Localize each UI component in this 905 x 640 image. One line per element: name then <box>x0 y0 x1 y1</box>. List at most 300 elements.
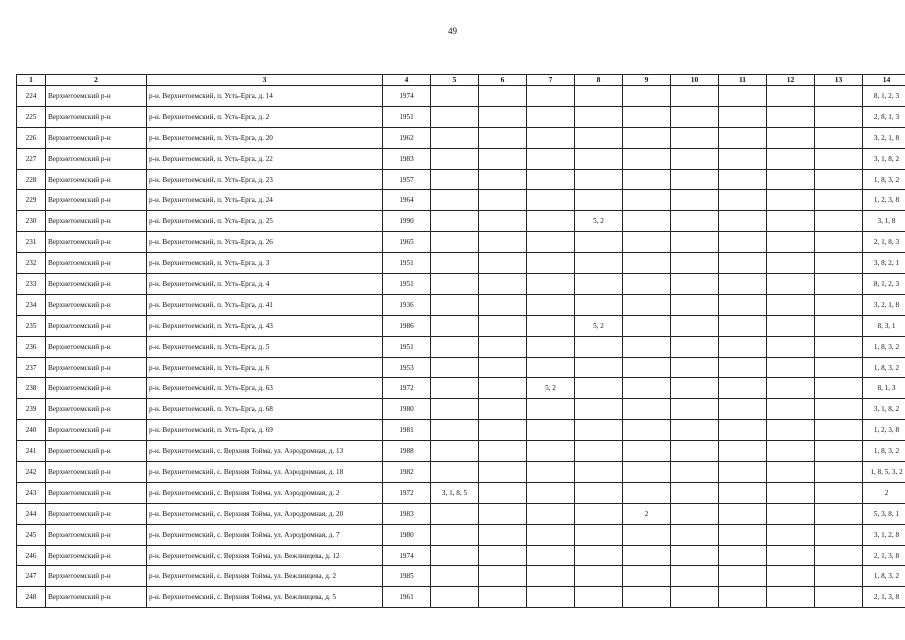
district-cell: Верхнетоемский р-н <box>46 566 147 587</box>
value-cell: 1, 8, 5, 3, 2 <box>863 462 905 483</box>
district-cell: Верхнетоемский р-н <box>46 587 147 608</box>
value-cell <box>479 253 527 274</box>
district-cell: Верхнетоемский р-н <box>46 190 147 211</box>
year-cell: 1985 <box>383 566 431 587</box>
table-row <box>17 148 905 169</box>
district-cell: Верхнетоемский р-н <box>46 169 147 190</box>
table-row <box>17 253 905 274</box>
value-cell <box>479 190 527 211</box>
value-cell: 2, 8, 1, 3 <box>863 106 905 127</box>
value-cell <box>575 336 623 357</box>
value-cell <box>815 336 863 357</box>
value-cell <box>671 211 719 232</box>
value-cell <box>719 503 767 524</box>
value-cell <box>671 357 719 378</box>
value-cell <box>623 211 671 232</box>
value-cell <box>671 232 719 253</box>
value-cell <box>671 378 719 399</box>
value-cell <box>527 524 575 545</box>
value-cell <box>431 441 479 462</box>
value-cell <box>431 399 479 420</box>
value-cell <box>575 482 623 503</box>
value-cell <box>671 190 719 211</box>
year-cell: 1972 <box>383 378 431 399</box>
year-cell: 1961 <box>383 587 431 608</box>
value-cell <box>671 566 719 587</box>
table-row <box>17 378 905 399</box>
address-cell: р-н. Верхнетоемский, п. Усть-Ерга, д. 68 <box>147 399 383 420</box>
column-header: 4 <box>383 75 431 86</box>
value-cell: 3, 2, 1, 8 <box>863 127 905 148</box>
district-cell: Верхнетоемский р-н <box>46 482 147 503</box>
address-cell: р-н. Верхнетоемский, с. Верхняя Тойма, ул. Вежливцева, д. 5 <box>147 587 383 608</box>
value-cell <box>719 315 767 336</box>
value-cell <box>719 211 767 232</box>
value-cell <box>575 169 623 190</box>
value-cell <box>719 336 767 357</box>
value-cell <box>815 545 863 566</box>
value-cell <box>431 545 479 566</box>
year-cell: 1982 <box>383 462 431 483</box>
row-number-cell: 244 <box>17 503 46 524</box>
value-cell <box>671 524 719 545</box>
district-cell: Верхнетоемский р-н <box>46 127 147 148</box>
value-cell <box>671 462 719 483</box>
year-cell: 1957 <box>383 169 431 190</box>
value-cell <box>719 587 767 608</box>
address-cell: р-н. Верхнетоемский, п. Усть-Ерга, д. 2 <box>147 106 383 127</box>
value-cell <box>479 587 527 608</box>
column-header: 1 <box>17 75 46 86</box>
value-cell <box>623 315 671 336</box>
value-cell: 2, 1, 8, 3 <box>863 232 905 253</box>
year-cell: 1951 <box>383 253 431 274</box>
value-cell <box>767 232 815 253</box>
row-number-cell: 246 <box>17 545 46 566</box>
year-cell: 1983 <box>383 148 431 169</box>
value-cell <box>671 169 719 190</box>
value-cell <box>479 482 527 503</box>
value-cell <box>431 587 479 608</box>
value-cell: 8, 1, 2, 3 <box>863 86 905 107</box>
row-number-cell: 238 <box>17 378 46 399</box>
row-number-cell: 224 <box>17 86 46 107</box>
value-cell <box>623 420 671 441</box>
value-cell <box>671 420 719 441</box>
value-cell <box>575 190 623 211</box>
year-cell: 1972 <box>383 482 431 503</box>
column-header: 11 <box>719 75 767 86</box>
value-cell <box>815 503 863 524</box>
value-cell: 5, 2 <box>575 315 623 336</box>
value-cell <box>575 274 623 295</box>
value-cell <box>767 86 815 107</box>
value-cell <box>815 524 863 545</box>
district-cell: Верхнетоемский р-н <box>46 462 147 483</box>
row-number-cell: 241 <box>17 441 46 462</box>
value-cell: 1, 2, 3, 8 <box>863 420 905 441</box>
value-cell <box>431 86 479 107</box>
value-cell <box>623 232 671 253</box>
value-cell <box>767 169 815 190</box>
value-cell <box>623 169 671 190</box>
value-cell <box>527 274 575 295</box>
value-cell <box>527 462 575 483</box>
value-cell <box>623 462 671 483</box>
value-cell <box>767 503 815 524</box>
year-cell: 1988 <box>383 441 431 462</box>
value-cell <box>767 315 815 336</box>
value-cell <box>623 441 671 462</box>
row-number-cell: 242 <box>17 462 46 483</box>
table-row <box>17 566 905 587</box>
value-cell: 3, 1, 2, 8 <box>863 524 905 545</box>
district-cell: Верхнетоемский р-н <box>46 86 147 107</box>
value-cell <box>671 315 719 336</box>
table-row <box>17 294 905 315</box>
table-row <box>17 190 905 211</box>
value-cell: 2, 1, 3, 8 <box>863 545 905 566</box>
value-cell <box>623 86 671 107</box>
value-cell <box>527 253 575 274</box>
value-cell <box>479 169 527 190</box>
value-cell <box>671 106 719 127</box>
value-cell <box>527 545 575 566</box>
row-number-cell: 227 <box>17 148 46 169</box>
value-cell <box>815 148 863 169</box>
value-cell: 2 <box>623 503 671 524</box>
value-cell <box>527 148 575 169</box>
value-cell: 3, 1, 8, 5 <box>431 482 479 503</box>
value-cell <box>479 127 527 148</box>
address-cell: р-н. Верхнетоемский, п. Усть-Ерга, д. 23 <box>147 169 383 190</box>
table-row <box>17 545 905 566</box>
value-cell <box>623 545 671 566</box>
value-cell <box>431 378 479 399</box>
value-cell <box>719 253 767 274</box>
table-row <box>17 336 905 357</box>
value-cell <box>479 462 527 483</box>
value-cell <box>767 357 815 378</box>
address-cell: р-н. Верхнетоемский, с. Верхняя Тойма, ул. Аэродромная, д. 20 <box>147 503 383 524</box>
value-cell <box>815 566 863 587</box>
value-cell <box>527 232 575 253</box>
table-row <box>17 462 905 483</box>
value-cell <box>527 503 575 524</box>
value-cell <box>767 336 815 357</box>
value-cell <box>431 566 479 587</box>
value-cell <box>527 399 575 420</box>
value-cell: 3, 1, 8, 2 <box>863 148 905 169</box>
row-number-cell: 233 <box>17 274 46 295</box>
year-cell: 1951 <box>383 106 431 127</box>
value-cell <box>815 127 863 148</box>
table-row <box>17 274 905 295</box>
value-cell <box>575 566 623 587</box>
district-cell: Верхнетоемский р-н <box>46 148 147 169</box>
value-cell <box>527 294 575 315</box>
address-cell: р-н. Верхнетоемский, п. Усть-Ерга, д. 69 <box>147 420 383 441</box>
value-cell <box>719 378 767 399</box>
address-cell: р-н. Верхнетоемский, с. Верхняя Тойма, ул. Аэродромная, д. 13 <box>147 441 383 462</box>
value-cell: 1, 8, 3, 2 <box>863 441 905 462</box>
value-cell <box>623 148 671 169</box>
address-cell: р-н. Верхнетоемский, п. Усть-Ерга, д. 43 <box>147 315 383 336</box>
value-cell <box>527 420 575 441</box>
value-cell <box>623 106 671 127</box>
row-number-cell: 247 <box>17 566 46 587</box>
value-cell <box>815 106 863 127</box>
value-cell <box>671 441 719 462</box>
value-cell <box>767 545 815 566</box>
value-cell <box>623 336 671 357</box>
value-cell <box>719 86 767 107</box>
value-cell <box>431 420 479 441</box>
value-cell <box>671 545 719 566</box>
value-cell <box>527 315 575 336</box>
value-cell <box>431 169 479 190</box>
value-cell <box>671 127 719 148</box>
value-cell <box>815 274 863 295</box>
value-cell <box>815 482 863 503</box>
value-cell: 3, 8, 2, 1 <box>863 253 905 274</box>
value-cell <box>671 148 719 169</box>
district-cell: Верхнетоемский р-н <box>46 336 147 357</box>
value-cell <box>719 169 767 190</box>
value-cell <box>815 357 863 378</box>
value-cell <box>671 86 719 107</box>
value-cell <box>815 253 863 274</box>
address-cell: р-н. Верхнетоемский, п. Усть-Ерга, д. 4 <box>147 274 383 295</box>
value-cell <box>815 378 863 399</box>
value-cell <box>719 441 767 462</box>
value-cell <box>479 399 527 420</box>
value-cell <box>815 169 863 190</box>
table-row <box>17 524 905 545</box>
value-cell <box>623 399 671 420</box>
year-cell: 1980 <box>383 524 431 545</box>
value-cell <box>479 524 527 545</box>
year-cell: 1986 <box>383 315 431 336</box>
value-cell <box>575 357 623 378</box>
table-row <box>17 127 905 148</box>
value-cell <box>719 357 767 378</box>
value-cell <box>767 482 815 503</box>
value-cell <box>719 106 767 127</box>
value-cell <box>815 211 863 232</box>
value-cell <box>479 232 527 253</box>
table-row <box>17 211 905 232</box>
district-cell: Верхнетоемский р-н <box>46 357 147 378</box>
district-cell: Верхнетоемский р-н <box>46 211 147 232</box>
address-cell: р-н. Верхнетоемский, п. Усть-Ерга, д. 6 <box>147 357 383 378</box>
value-cell <box>719 127 767 148</box>
address-cell: р-н. Верхнетоемский, с. Верхняя Тойма, ул. Аэродромная, д. 7 <box>147 524 383 545</box>
value-cell <box>671 482 719 503</box>
year-cell: 1953 <box>383 357 431 378</box>
value-cell: 8, 3, 1 <box>863 315 905 336</box>
value-cell <box>815 462 863 483</box>
value-cell <box>431 127 479 148</box>
value-cell <box>431 253 479 274</box>
value-cell <box>623 566 671 587</box>
row-number-cell: 228 <box>17 169 46 190</box>
year-cell: 1936 <box>383 294 431 315</box>
value-cell <box>527 211 575 232</box>
value-cell <box>767 106 815 127</box>
value-cell <box>527 441 575 462</box>
year-cell: 1965 <box>383 232 431 253</box>
district-cell: Верхнетоемский р-н <box>46 106 147 127</box>
district-cell: Верхнетоемский р-н <box>46 253 147 274</box>
table-row <box>17 482 905 503</box>
row-number-cell: 237 <box>17 357 46 378</box>
year-cell: 1951 <box>383 336 431 357</box>
value-cell <box>815 441 863 462</box>
district-cell: Верхнетоемский р-н <box>46 399 147 420</box>
column-header: 13 <box>815 75 863 86</box>
address-cell: р-н. Верхнетоемский, с. Верхняя Тойма, ул. Вежливцева, д. 2 <box>147 566 383 587</box>
value-cell <box>767 253 815 274</box>
row-number-cell: 230 <box>17 211 46 232</box>
value-cell <box>767 524 815 545</box>
table-row <box>17 106 905 127</box>
value-cell: 5, 2 <box>527 378 575 399</box>
column-header: 2 <box>46 75 147 86</box>
value-cell <box>431 274 479 295</box>
value-cell <box>479 545 527 566</box>
value-cell <box>767 441 815 462</box>
value-cell <box>767 399 815 420</box>
district-cell: Верхнетоемский р-н <box>46 294 147 315</box>
value-cell: 2, 1, 3, 8 <box>863 587 905 608</box>
value-cell <box>431 232 479 253</box>
value-cell <box>527 566 575 587</box>
value-cell <box>575 378 623 399</box>
value-cell <box>575 545 623 566</box>
value-cell <box>575 253 623 274</box>
year-cell: 1964 <box>383 190 431 211</box>
year-cell: 1974 <box>383 545 431 566</box>
column-header: 5 <box>431 75 479 86</box>
value-cell <box>527 357 575 378</box>
value-cell <box>479 274 527 295</box>
value-cell <box>527 482 575 503</box>
column-header: 12 <box>767 75 815 86</box>
value-cell <box>671 294 719 315</box>
value-cell <box>431 336 479 357</box>
value-cell <box>671 274 719 295</box>
value-cell <box>719 399 767 420</box>
address-cell: р-н. Верхнетоемский, п. Усть-Ерга, д. 14 <box>147 86 383 107</box>
value-cell <box>527 336 575 357</box>
value-cell <box>575 148 623 169</box>
row-number-cell: 232 <box>17 253 46 274</box>
value-cell <box>575 441 623 462</box>
row-number-cell: 226 <box>17 127 46 148</box>
value-cell <box>671 587 719 608</box>
value-cell <box>479 294 527 315</box>
value-cell <box>719 190 767 211</box>
year-cell: 1990 <box>383 211 431 232</box>
address-cell: р-н. Верхнетоемский, п. Усть-Ерга, д. 22 <box>147 148 383 169</box>
value-cell <box>815 294 863 315</box>
value-cell <box>815 86 863 107</box>
table-row <box>17 441 905 462</box>
value-cell <box>431 315 479 336</box>
value-cell <box>575 399 623 420</box>
address-cell: р-н. Верхнетоемский, п. Усть-Ерга, д. 63 <box>147 378 383 399</box>
value-cell <box>431 503 479 524</box>
value-cell <box>479 106 527 127</box>
value-cell <box>575 462 623 483</box>
value-cell <box>815 420 863 441</box>
value-cell: 3, 1, 8 <box>863 211 905 232</box>
table-row <box>17 399 905 420</box>
value-cell <box>767 148 815 169</box>
value-cell <box>527 86 575 107</box>
value-cell <box>575 106 623 127</box>
value-cell <box>767 211 815 232</box>
table-row <box>17 503 905 524</box>
value-cell <box>719 294 767 315</box>
value-cell <box>479 420 527 441</box>
row-number-cell: 236 <box>17 336 46 357</box>
value-cell <box>527 106 575 127</box>
row-number-cell: 231 <box>17 232 46 253</box>
value-cell <box>575 127 623 148</box>
value-cell <box>719 148 767 169</box>
value-cell <box>719 566 767 587</box>
value-cell <box>623 587 671 608</box>
value-cell <box>431 106 479 127</box>
value-cell <box>719 524 767 545</box>
value-cell <box>479 148 527 169</box>
district-cell: Верхнетоемский р-н <box>46 545 147 566</box>
value-cell <box>815 399 863 420</box>
value-cell <box>575 524 623 545</box>
value-cell <box>575 86 623 107</box>
table-row <box>17 169 905 190</box>
row-number-cell: 243 <box>17 482 46 503</box>
value-cell <box>527 169 575 190</box>
value-cell <box>815 190 863 211</box>
value-cell <box>671 336 719 357</box>
value-cell <box>767 378 815 399</box>
value-cell: 8, 1, 2, 3 <box>863 274 905 295</box>
value-cell: 1, 8, 3, 2 <box>863 357 905 378</box>
value-cell <box>575 294 623 315</box>
address-cell: р-н. Верхнетоемский, п. Усть-Ерга, д. 24 <box>147 190 383 211</box>
value-cell <box>479 357 527 378</box>
value-cell <box>671 253 719 274</box>
row-number-cell: 240 <box>17 420 46 441</box>
value-cell <box>479 503 527 524</box>
value-cell <box>767 462 815 483</box>
value-cell <box>575 232 623 253</box>
value-cell <box>719 482 767 503</box>
district-cell: Верхнетоемский р-н <box>46 441 147 462</box>
column-header: 8 <box>575 75 623 86</box>
value-cell <box>623 294 671 315</box>
value-cell <box>479 86 527 107</box>
row-number-cell: 225 <box>17 106 46 127</box>
value-cell: 5, 3, 8, 1 <box>863 503 905 524</box>
district-cell: Верхнетоемский р-н <box>46 420 147 441</box>
column-header: 3 <box>147 75 383 86</box>
row-number-cell: 229 <box>17 190 46 211</box>
value-cell <box>623 190 671 211</box>
